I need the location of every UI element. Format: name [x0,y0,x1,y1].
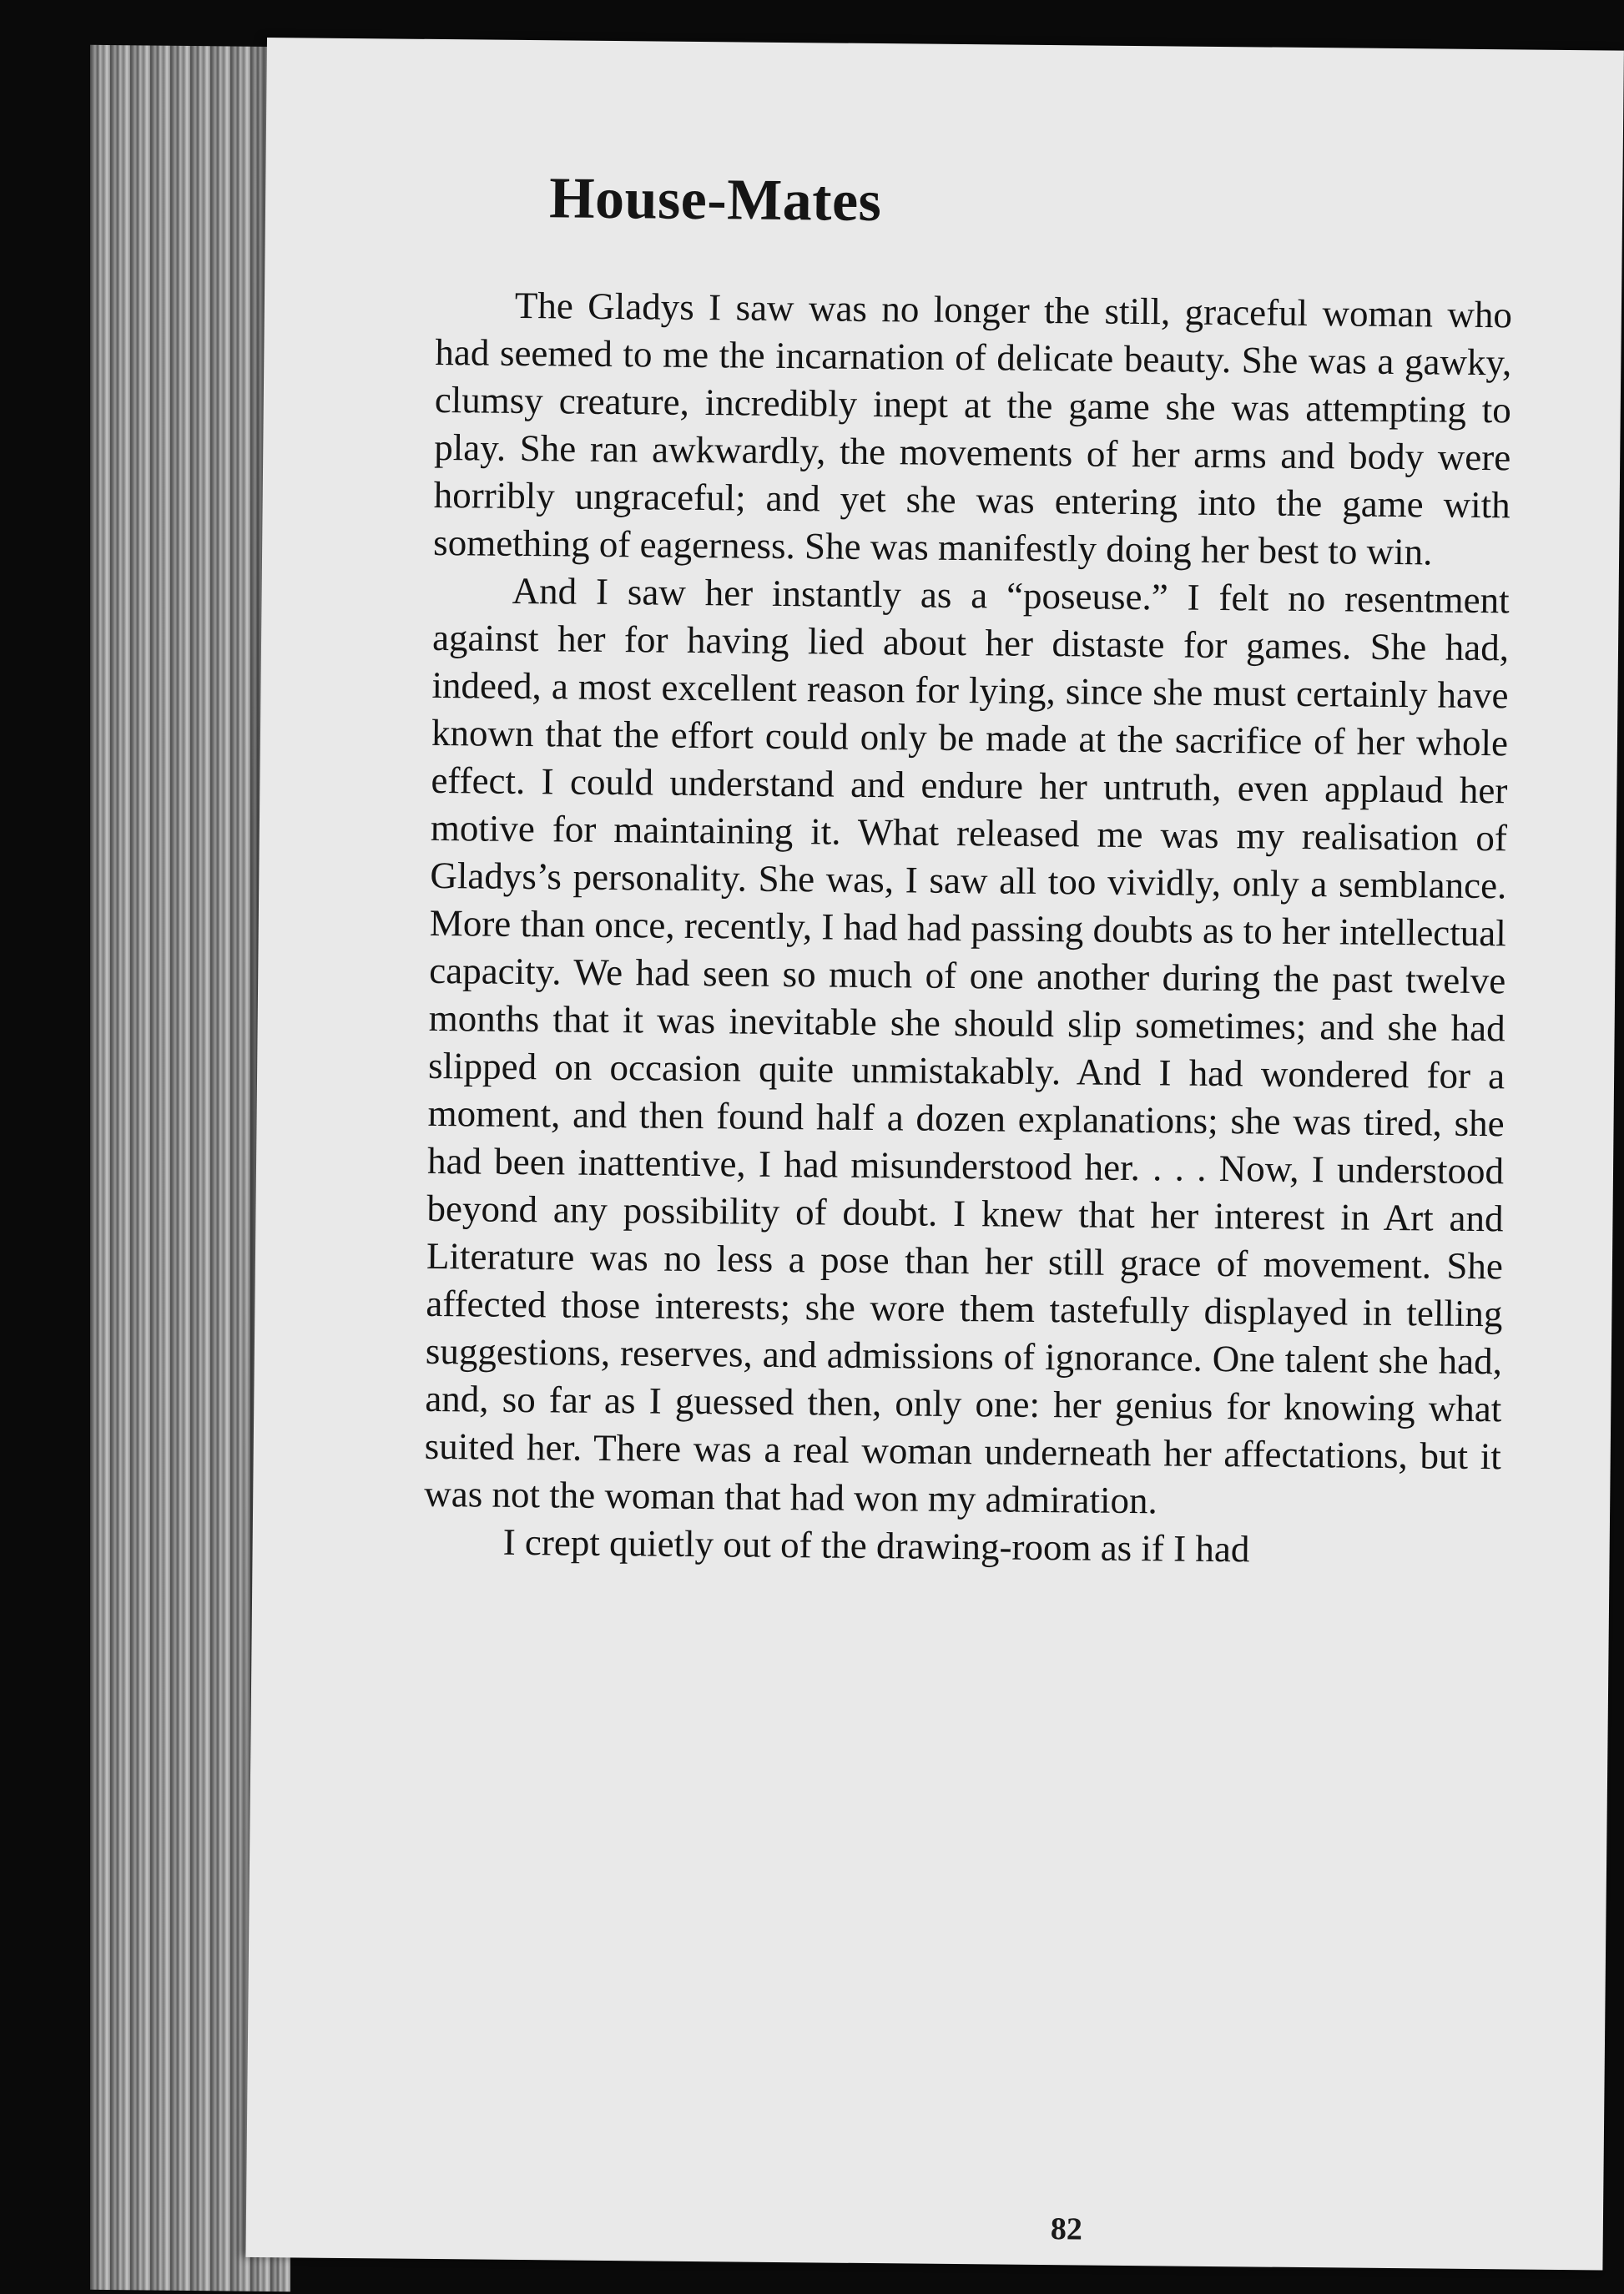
page-number: 82 [1050,2211,1083,2247]
paragraph-1: The Gladys I saw was no longer the still, graceful woman who had seemed to me the incarnation of delicate beauty. She was a gawky, clumsy creature, incredibly inept at the game she was attempting to play. She ran awkwardly, the movements of her arms and body were horribly ungraceful; and yet she was entering into the game with something of eagerness. She was manifestly doing her best to win. [432,284,1513,573]
body-text [423,281,1512,1576]
running-head: House-Mates [548,166,882,234]
paragraph-2: And I saw her instantly as a “poseuse.” I felt no resentment against her for having lied about her distaste for games. She had, indeed, a most excellent reason for lying, since she must certainly have known that the effort could only be made at the sacrifice of her whole effect. I could understand and endure her untruth, even applaud her motive for maintaining it. What released me was my realisation of Gladys’s personality. She was, I saw all too vividly, only a semblance. More than once, recently, I had had passing doubts as to her intellectual capacity. We had seen so much of one another during the past twelve months that it was inevitable she should slip sometimes; and she had slipped on occasion quite unmistakably. And I had wondered for a moment, and then found half a dozen explanations; she was tired, she had been inattentive, I had misunderstood her. . . . Now, I understood beyond any possibility of doubt. I knew that her interest in Art and Literature was no less a pose than her still grace of movement. She affected those interests; she wore them tastefully displayed in telling suggestions, reserves, and admissions of ignorance. One talent she had, and, so far as I guessed then, only one: her genius for knowing what suited her. There was a real woman underneath her affectations, but it was not the woman that had won my admiration. [424,569,1510,1522]
paragraph-3: I crept quietly out of the drawing-room as if I had [502,1520,1250,1571]
book-page [245,38,1623,2270]
